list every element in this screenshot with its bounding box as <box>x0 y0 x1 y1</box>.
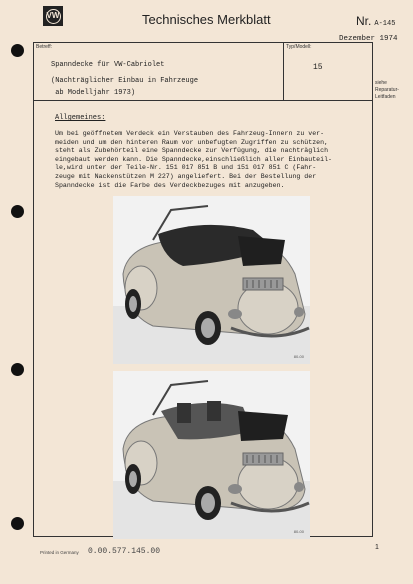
side-note-line-1: siehe <box>375 80 387 86</box>
photo-code-1: 80-00 <box>293 354 304 359</box>
car-photo-2 <box>113 371 310 539</box>
side-note <box>375 80 399 101</box>
typ-modell-value: 15 <box>313 63 323 72</box>
photo-code-2: 80-00 <box>293 529 304 534</box>
typ-modell-label: Typ/Modell: <box>286 44 312 50</box>
binder-hole-3 <box>11 363 24 376</box>
page-number: 1 <box>375 544 379 551</box>
binder-hole-1 <box>11 44 24 57</box>
car-illustration-1 <box>113 196 310 364</box>
section-heading: Allgemeines: <box>55 114 106 122</box>
nr-label: Nr. <box>356 14 372 28</box>
document-number <box>356 14 395 28</box>
document-code: 0.00.577.145.00 <box>88 547 161 556</box>
subject-line-3: ab Modelljahr 1973) <box>51 89 136 97</box>
side-note-line-3: Leitfaden <box>375 94 396 100</box>
betreff-label: Betreff: <box>36 44 53 50</box>
column-divider <box>283 42 284 101</box>
vw-logo-text: VW <box>46 9 61 24</box>
document-title: Technisches Merkblatt <box>142 12 271 27</box>
side-note-line-2: Reparatur- <box>375 87 399 93</box>
print-note: Printed in Germany <box>40 550 79 555</box>
nr-value: A-145 <box>374 20 396 28</box>
subject-line-2: (Nachträglicher Einbau in Fahrzeuge <box>51 77 199 85</box>
car-photo-1 <box>113 196 310 364</box>
body-paragraph: Um bei geöffnetem Verdeck ein Verstauben des Fahrzeug-Innern zu ver- meiden und um den hinteren Raum vor unbefugten Zugriffen zu schützen, steht als Zubehörteil eine Spanndecke zur Verfügung, die nachträglich eingebaut werden kann. Die Spanndecke,einschließlich aller Einbauteil- le,wird unter der Teile-Nr. 151 017 851 B und 151 017 851 C (Fahr- zeuge mit Nackenstützen M 227) angeliefert. Bei der Bestellung der Spanndecke ist die Farbe des Verdeckbezuges mit anzugeben. <box>55 130 332 189</box>
binder-hole-4 <box>11 517 24 530</box>
document-date: Dezember 1974 <box>339 35 398 43</box>
subject-text <box>51 59 198 99</box>
binder-hole-2 <box>11 205 24 218</box>
vw-logo <box>43 6 63 26</box>
car-illustration-2 <box>113 371 310 539</box>
subject-line-1: Spanndecke für VW-Cabriolet <box>51 61 165 69</box>
